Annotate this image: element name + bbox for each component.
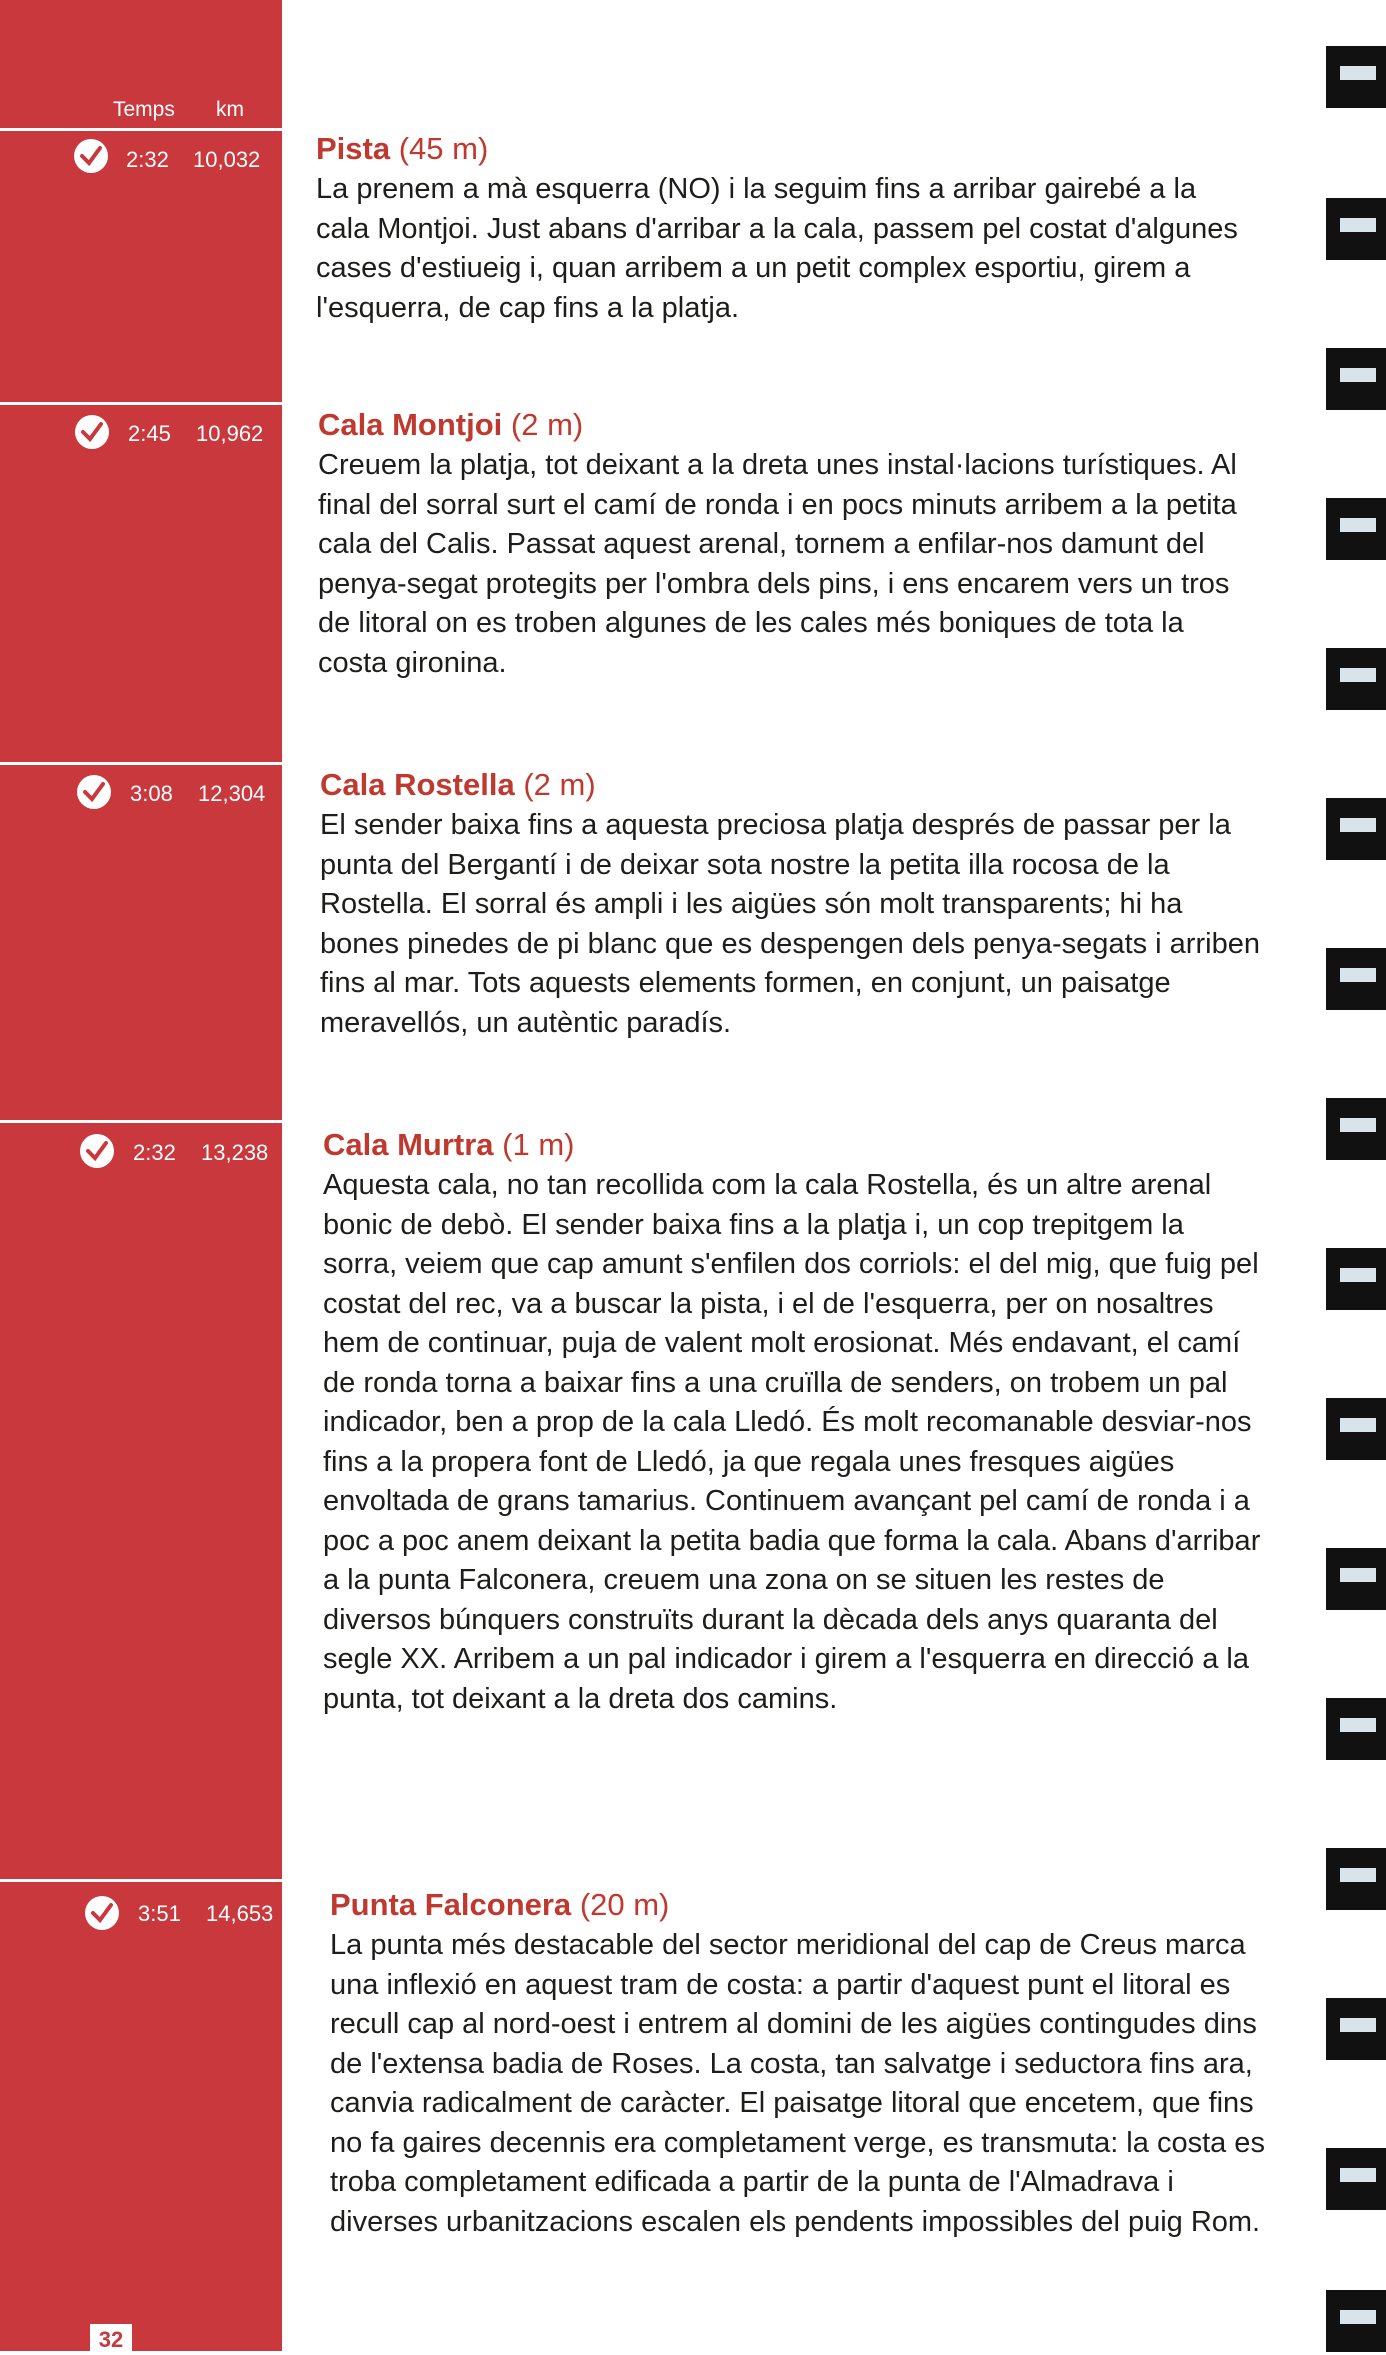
sidebar-rule <box>0 402 282 405</box>
entry-heading <box>320 766 1260 804</box>
waypoint-km: 10,032 <box>193 147 261 172</box>
route-entry <box>323 1126 1263 1719</box>
binding-ring <box>1326 1398 1386 1460</box>
route-entry <box>318 406 1258 683</box>
binding-ring <box>1326 198 1386 260</box>
entry-description: Creuem la platja, tot deixant a la dreta unes instal·lacions turístiques. Al final del sorral surt el camí de ronda i en pocs minuts arribem a la petita cala del Calis. Passat aquest arenal, tornem a enfilar-nos damunt del penya-segat protegits per l'ombra dels pins, i ens encarem vers un tros de litoral on es troben algunes de les cales més boniques de tota la costa gironina. <box>318 449 1237 679</box>
waypoint-km: 14,653 <box>206 1901 274 1926</box>
waypoint-time: 3:08 <box>130 781 173 806</box>
entry-heading <box>323 1126 1263 1164</box>
entry-description: La prenem a mà esquerra (NO) i la seguim fins a arribar gairebé a la cala Montjoi. Just abans d'arribar a la cala, passem pel costat d'algunes cases d'estiueig i, quan arribem a un petit complex esportiu, girem a l'esquerra, de cap fins a la platja. <box>316 173 1238 324</box>
binding-ring <box>1326 1248 1386 1310</box>
sidebar-rule <box>0 1879 282 1882</box>
clock-icon <box>77 775 111 809</box>
entry-description: El sender baixa fins a aquesta preciosa platja després de passar per la punta del Bergantí i de deixar sota nostre la petita illa rocosa de la Rostella. El sorral és ampli i les aigües són molt transparents; hi ha bones pinedes de pi blanc que es despengen dels penya-segats i arriben fins al mar. Tots aquests elements formen, en conjunt, un paisatge meravellós, un autèntic paradís. <box>320 809 1260 1039</box>
entry-description: La punta més destacable del sector meridional del cap de Creus marca una inflexió en aquest tram de costa: a partir d'aquest punt el litoral es recull cap al nord-oest i entrem al domini de les aigües contingudes dins de l'extensa badia de Roses. La costa, tan salvatge i seductora fins ara, canvia radicalment de caràcter. El paisatge litoral que encetem, que fins no fa gaires decennis era completament verge, es transmuta: la costa es troba completament edificada a partir de la punta de l'Almadrava i diverses urbanitzacions escalen els pendents impossibles del puig Rom. <box>330 1929 1265 2238</box>
binding-ring <box>1326 648 1386 710</box>
place-name: Cala Montjoi <box>318 407 503 442</box>
clock-icon <box>80 1134 114 1168</box>
waypoint-time: 3:51 <box>138 1901 181 1926</box>
binding-ring <box>1326 2148 1386 2210</box>
column-header-km: km <box>216 98 244 121</box>
sidebar-rule <box>0 128 282 131</box>
binding-ring <box>1326 46 1386 108</box>
clock-icon <box>85 1896 119 1930</box>
sidebar-rule <box>0 762 282 765</box>
clock-icon <box>75 415 109 449</box>
clock-icon <box>74 139 108 173</box>
binding-ring <box>1326 1998 1386 2060</box>
entry-heading <box>318 406 1258 444</box>
binding-ring <box>1326 2290 1386 2352</box>
column-header-time: Temps <box>113 98 175 121</box>
route-entry <box>316 130 1256 328</box>
waypoint-km: 12,304 <box>198 781 266 806</box>
altitude: (1 m) <box>502 1127 575 1162</box>
place-name: Punta Falconera <box>330 1887 572 1922</box>
entry-heading <box>330 1886 1270 1924</box>
binding-ring <box>1326 1548 1386 1610</box>
altitude: (2 m) <box>510 407 584 442</box>
sidebar-rule <box>0 1120 282 1123</box>
entry-heading <box>316 130 1256 168</box>
altitude: (2 m) <box>523 767 596 802</box>
waypoint-time: 2:45 <box>128 421 171 446</box>
route-entry <box>320 766 1260 1043</box>
route-sidebar <box>0 0 282 2351</box>
place-name: Pista <box>316 131 391 166</box>
place-name: Cala Murtra <box>323 1127 494 1162</box>
binding-ring <box>1326 1098 1386 1160</box>
entry-description: Aquesta cala, no tan recollida com la cala Rostella, és un altre arenal bonic de debò. El sender baixa fins a la platja i, un cop trepitgem la sorra, veiem que cap amunt s'enfilen dos corriols: el del mig, que fuig pel costat del rec, va a buscar la pista, i el de l'esquerra, per on nosaltres hem de continuar, puja de valent molt erosionat. Més endavant, el camí de ronda torna a baixar fins a una cruïlla de senders, on trobem un pal indicador, ben a prop de la cala Lledó. És molt recomanable desviar-nos fins a la propera font de Lledó, ja que regala unes fresques aigües envoltada de grans tamarius. Continuem avançant pel camí de ronda i a poc a poc anem deixant la petita badia que forma la cala. Abans d'arribar a la punta Falconera, creuem una zona on se situen les restes de diversos búnquers construïts durant la dècada dels anys quaranta del segle XX. Arribem a un pal indicador i girem a l'esquerra en direcció a la punta, tot deixant a la dreta dos camins. <box>323 1169 1261 1715</box>
binding-ring <box>1326 348 1386 410</box>
altitude: (45 m) <box>398 131 489 166</box>
altitude: (20 m) <box>579 1887 670 1922</box>
waypoint-km: 13,238 <box>201 1140 269 1165</box>
route-entry <box>330 1886 1270 2242</box>
page-number: 32 <box>90 2324 132 2355</box>
waypoint-time: 2:32 <box>133 1140 176 1165</box>
binding-ring <box>1326 498 1386 560</box>
waypoint-time: 2:32 <box>126 147 169 172</box>
place-name: Cala Rostella <box>320 767 515 802</box>
waypoint-km: 10,962 <box>196 421 264 446</box>
binding-ring <box>1326 1848 1386 1910</box>
binding-ring <box>1326 1698 1386 1760</box>
binding-ring <box>1326 798 1386 860</box>
binding-ring <box>1326 948 1386 1010</box>
